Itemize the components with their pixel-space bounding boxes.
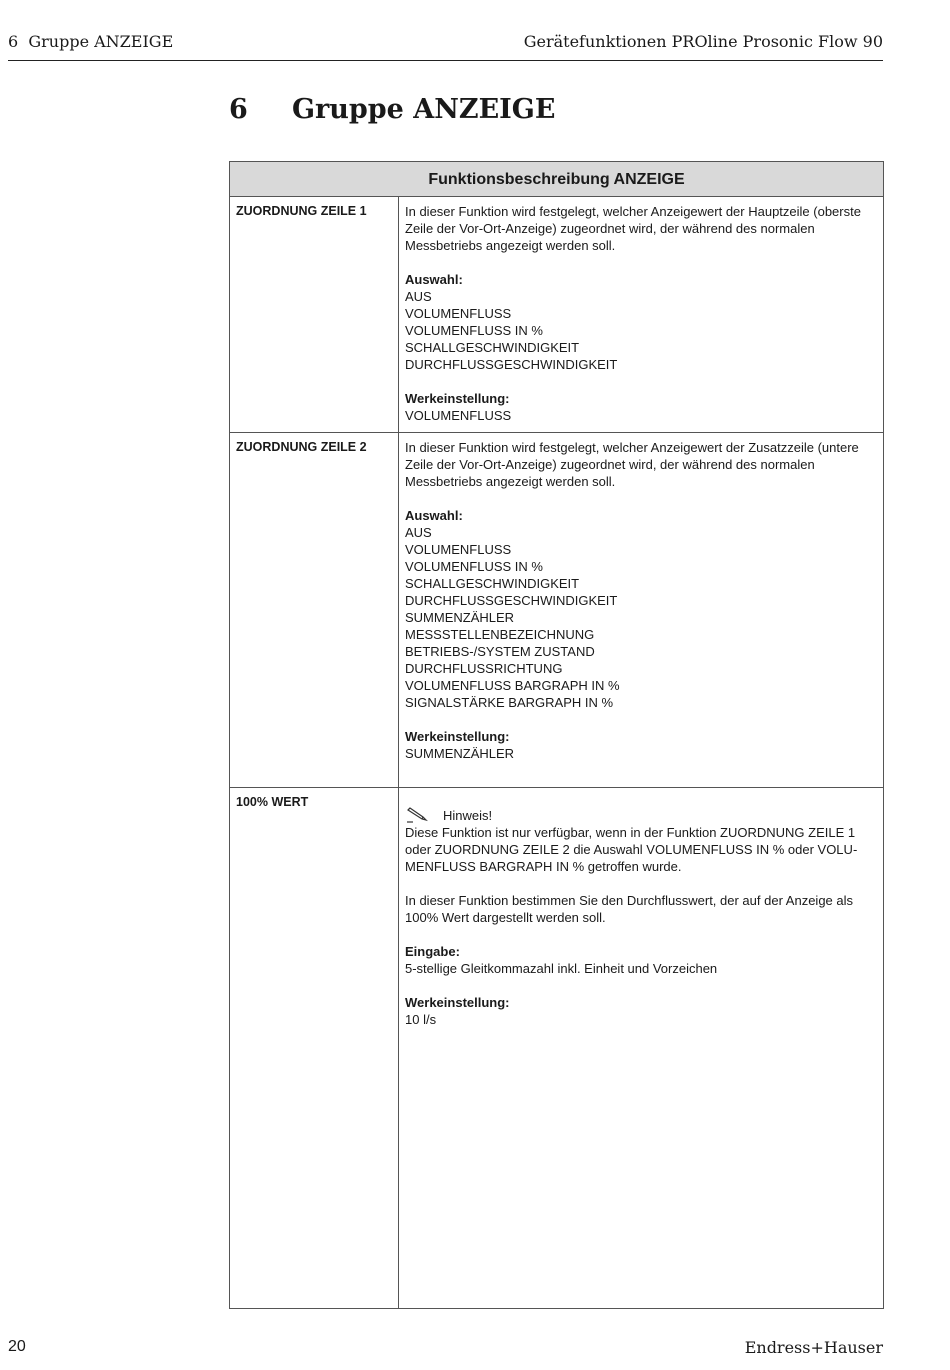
option-item: VOLUMENFLUSS IN % xyxy=(405,559,543,574)
option-item: BETRIEBS-/SYSTEM ZUSTAND xyxy=(405,644,595,659)
input-block xyxy=(405,943,877,977)
table-heading: Funktionsbeschreibung ANZEIGE xyxy=(230,162,884,197)
option-item: VOLUMENFLUSS xyxy=(405,306,512,321)
default-block xyxy=(405,390,877,424)
selection-block xyxy=(405,271,877,373)
option-item: DURCHFLUSSGESCHWINDIGKEIT xyxy=(405,593,618,608)
page-number: 20 xyxy=(8,1338,26,1355)
function-description: In dieser Funktion bestimmen Sie den Durchflusswert, der auf der Anzeige als 100% Wert dargestellt werden soll. xyxy=(405,893,854,925)
note-label: Hinweis! xyxy=(443,807,493,823)
option-item: SIGNALSTÄRKE BARGRAPH IN % xyxy=(405,695,614,710)
option-item: MESSSTELLENBEZEICHNUNG xyxy=(405,627,595,642)
section-title xyxy=(229,94,555,125)
option-item: SCHALLGESCHWINDIGKEIT xyxy=(405,340,580,355)
selection-label: Auswahl: xyxy=(405,272,463,287)
selection-block xyxy=(405,507,877,711)
function-description-cell xyxy=(399,197,884,433)
note-block xyxy=(405,806,877,875)
note-header xyxy=(405,806,877,824)
pencil-icon xyxy=(405,806,433,824)
default-block xyxy=(405,994,877,1028)
function-name: ZUORDNUNG ZEILE 1 xyxy=(230,197,399,433)
table-row xyxy=(230,197,884,433)
option-item: VOLUMENFLUSS IN % xyxy=(405,323,543,338)
default-label: Werkeinstellung: xyxy=(405,729,510,744)
option-item: AUS xyxy=(405,525,432,540)
table-row xyxy=(230,433,884,788)
brand-name: Endress+Hauser xyxy=(744,1338,883,1357)
input-value: 5-stellige Gleitkommazahl inkl. Einheit und Vorzeichen xyxy=(405,961,718,976)
section-heading: Gruppe ANZEIGE xyxy=(292,94,556,125)
option-item: AUS xyxy=(405,289,432,304)
note-text: Diese Funktion ist nur verfügbar, wenn in der Funktion ZUORDNUNG ZEILE 1 oder ZUORDNUNG ZEILE 2 die Auswahl VOLUMENFLUSS IN % oder VOLUMENFLUSS BARGRAPH IN % getroffen wurde. xyxy=(405,825,858,874)
option-item: SUMMENZÄHLER xyxy=(405,610,515,625)
default-value: VOLUMENFLUSS xyxy=(405,408,512,423)
function-description-cell xyxy=(399,788,884,1309)
table-heading-row xyxy=(230,162,884,197)
header-document-title: Gerätefunktionen PROline Prosonic Flow 90 xyxy=(523,32,883,51)
default-label: Werkeinstellung: xyxy=(405,995,510,1010)
option-item: VOLUMENFLUSS BARGRAPH IN % xyxy=(405,678,620,693)
default-block xyxy=(405,728,877,762)
default-value: SUMMENZÄHLER xyxy=(405,746,515,761)
function-description: In dieser Funktion wird festgelegt, welcher Anzeigewert der Hauptzeile (oberste Zeile der Vor-Ort-Anzeige) zugeordnet wird, der während des normalen Messbetriebs angezeigt werden soll. xyxy=(405,204,861,253)
option-item: DURCHFLUSSGESCHWINDIGKEIT xyxy=(405,357,618,372)
function-table xyxy=(229,161,884,1309)
option-item: DURCHFLUSSRICHTUNG xyxy=(405,661,563,676)
input-label: Eingabe: xyxy=(405,944,460,959)
function-description: In dieser Funktion wird festgelegt, welcher Anzeigewert der Zusatzzeile (untere Zeile der Vor-Ort-Anzeige) zugeordnet wird, der während des normalen Messbetriebs angezeigt werden soll. xyxy=(405,440,859,489)
table-row xyxy=(230,788,884,1309)
option-item: SCHALLGESCHWINDIGKEIT xyxy=(405,576,580,591)
function-name: 100% WERT xyxy=(230,788,399,1309)
function-name: ZUORDNUNG ZEILE 2 xyxy=(230,433,399,788)
option-item: VOLUMENFLUSS xyxy=(405,542,512,557)
default-value: 10 l/s xyxy=(405,1012,437,1027)
page-header xyxy=(8,30,883,61)
function-description-cell xyxy=(399,433,884,788)
section-number: 6 xyxy=(229,94,248,125)
default-label: Werkeinstellung: xyxy=(405,391,510,406)
header-chapter: 6 Gruppe ANZEIGE xyxy=(8,32,174,51)
selection-label: Auswahl: xyxy=(405,508,463,523)
